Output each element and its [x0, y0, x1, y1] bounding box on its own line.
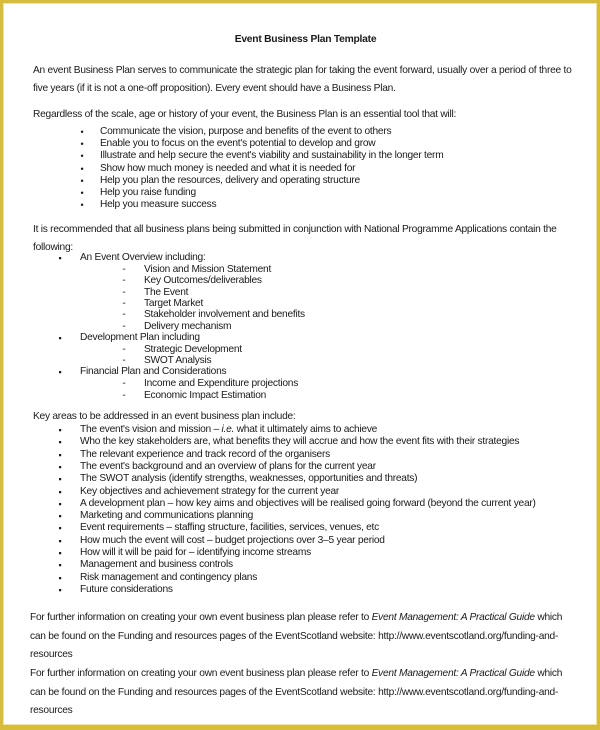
key-area-item: How will it will be paid for – identifying income streams [80, 547, 311, 558]
dash-icon: - [122, 355, 126, 367]
section-item: An Event Overview including: [80, 252, 206, 263]
key-area-item: A development plan – how key aims and objectives will be realised going forward (beyond the current year) [80, 497, 536, 509]
guide-title: Event Management: A Practical Guide [371, 668, 535, 679]
document-page [3, 3, 597, 725]
section-item: Development Plan including [80, 331, 200, 343]
purpose-item: Communicate the vision, purpose and benefits of the event to others [100, 126, 392, 137]
key-area-item: The event's vision and mission – i.e. what it ultimately aims to achieve [80, 424, 378, 435]
dash-icon: - [122, 286, 126, 298]
bullet-icon: • [80, 175, 84, 186]
section-subitem: Delivery mechanism [144, 320, 232, 332]
section-subitem: Stakeholder involvement and benefits [144, 309, 305, 321]
square-bullet-icon: ▪ [58, 425, 62, 435]
dash-icon: - [122, 275, 126, 287]
bullet-icon: • [80, 139, 84, 150]
section-subitem: The Event [144, 286, 189, 298]
purpose-item: Help you plan the resources, delivery and operating structure [100, 174, 360, 186]
square-bullet-icon: ▪ [58, 572, 62, 583]
dash-icon: - [122, 378, 126, 390]
dash-icon: - [122, 309, 126, 321]
square-bullet-icon: ▪ [58, 535, 62, 546]
purpose-item: Show how much money is needed and what it is needed for [100, 162, 356, 174]
purpose-item: Help you measure success [100, 199, 217, 211]
section-subitem: SWOT Analysis [144, 355, 212, 367]
section-subitem: Income and Expenditure projections [144, 378, 299, 390]
key-area-item: The event's background and an overview of plans for the current year [80, 460, 376, 472]
further-info-paragraph: For further information on creating your own event business plan please refer to Event Management: A Practical Guide which can be found on the Funding and resources pages of the EventScotland website: http://www.eventscotland.org/funding-and-resources [30, 668, 563, 716]
key-area-item: Marketing and communications planning [80, 510, 254, 522]
bullet-icon: • [80, 188, 84, 198]
italic-text: i.e. [221, 424, 235, 435]
section-subitem: Key Outcomes/deliverables [144, 275, 262, 287]
square-bullet-icon: ▪ [58, 437, 62, 448]
square-bullet-icon: ▪ [58, 560, 62, 571]
recommend-lead: It is recommended that all business plans being submitted in conjunction with National Programme Applications contain the following: [33, 224, 557, 253]
key-area-item: The SWOT analysis (identify strengths, weaknesses, opportunities and threats) [80, 473, 418, 485]
dash-icon: - [122, 297, 126, 309]
square-bullet-icon: ▪ [58, 461, 62, 472]
bullet-icon: • [80, 127, 84, 137]
dash-icon: - [122, 389, 126, 401]
purpose-item: Help you raise funding [100, 187, 196, 198]
key-areas-lead: Key areas to be addressed in an event business plan include: [33, 411, 296, 422]
dash-icon: - [122, 343, 126, 355]
key-area-item: Risk management and contingency plans [80, 571, 258, 583]
square-bullet-icon: ▪ [58, 449, 62, 460]
key-area-item: Future considerations [80, 583, 173, 595]
section-subitem: Vision and Mission Statement [144, 264, 272, 275]
square-bullet-icon: ▪ [58, 511, 62, 522]
square-bullet-icon: ▪ [58, 523, 62, 534]
document-title: Event Business Plan Template [234, 34, 377, 45]
square-bullet-icon: ▪ [58, 486, 62, 497]
section-subitem: Target Market [144, 297, 204, 309]
key-area-item: Event requirements – staffing structure, facilities, services, venues, etc [80, 522, 379, 534]
key-area-item: Management and business controls [80, 559, 233, 571]
square-bullet-icon: ▪ [58, 548, 62, 558]
bullet-icon: • [80, 163, 84, 174]
dash-icon: - [122, 320, 126, 332]
square-bullet-icon: ▪ [58, 584, 62, 595]
square-bullet-icon: ▪ [58, 253, 62, 263]
dash-icon: - [122, 264, 126, 275]
bullet-icon: • [80, 151, 84, 162]
purpose-item: Illustrate and help secure the event's viability and sustainability in the longer term [100, 150, 444, 162]
square-bullet-icon: ▪ [58, 332, 62, 343]
key-area-item: How much the event will cost – budget projections over 3–5 year period [80, 534, 385, 546]
section-item: Financial Plan and Considerations [80, 366, 227, 378]
square-bullet-icon: ▪ [58, 498, 62, 509]
key-area-item: Who the key stakeholders are, what benefits they will accrue and how the event fits with their strategies [80, 436, 520, 448]
key-area-item: Key objectives and achievement strategy for the current year [80, 485, 340, 497]
key-area-item: The relevant experience and track record of the organisers [80, 448, 330, 460]
guide-title: Event Management: A Practical Guide [371, 612, 535, 623]
further-info-paragraph: For further information on creating your own event business plan please refer to Event Management: A Practical Guide which can be found on the Funding and resources pages of the EventScotland website: http://www.eventscotland.org/funding-and-resources [30, 612, 563, 660]
intro-paragraph: An event Business Plan serves to communicate the strategic plan for taking the event forward, usually over a period of three to five years (if it is not a one-off proposition). Every event should have a Business Plan. [33, 65, 572, 94]
bullet-icon: • [80, 200, 84, 211]
square-bullet-icon: ▪ [58, 474, 62, 485]
section-subitem: Strategic Development [144, 343, 242, 355]
square-bullet-icon: ▪ [58, 367, 62, 378]
purpose-lead: Regardless of the scale, age or history of your event, the Business Plan is an essential tool that will: [33, 109, 457, 120]
section-subitem: Economic Impact Estimation [144, 389, 267, 401]
purpose-item: Enable you to focus on the event's potential to develop and grow [100, 138, 376, 150]
